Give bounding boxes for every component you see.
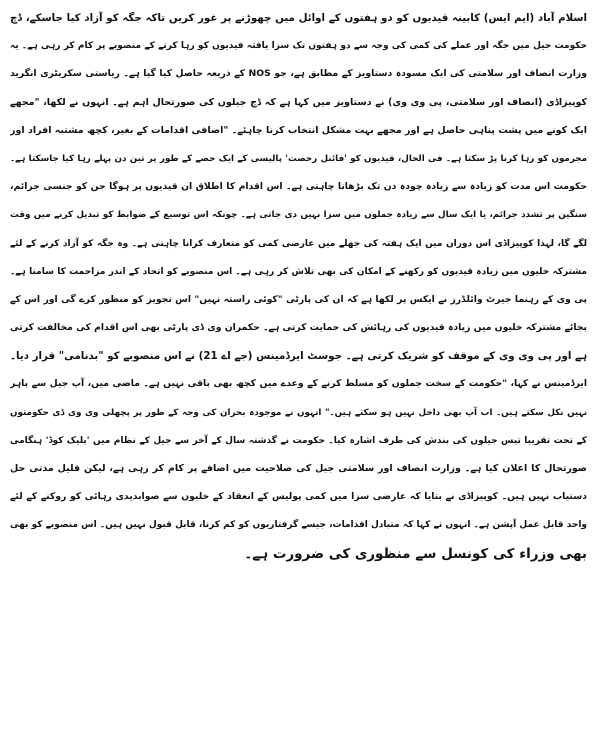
article-line: صورتحال کا اعلان کیا ہے۔ وزارت انصاف اور سلامتی جیل کی صلاحیت میں اضافے پر کام کر رہی ہے، لیکن قلیل مدتی حل [10,463,587,474]
article-line-last: بھی وزراء کی کونسل سے منظوری کی ضرورت ہے۔ [244,545,587,562]
article-line: پی وی کے رہنما جیرٹ وائلڈرز نے ایکس پر لکھا ہے کہ ان کی پارٹی "کوئی راستہ نہیں" اس تجویز کو منظور کرے گی اور اس کے [10,293,587,305]
article-line: لگے گا، لہذا کوپیزاڈی اس دوران میں ایک ہفتہ کی جھلے میں عارضی کمی کو متعارف کرانا چاہتی ہے۔ وہ جگہ کو آزاد کرنے کے لئے [10,238,587,249]
article-line: ایک کونے میں پشت پناہی حاصل ہے اور مجھے بہت مشکل انتخاب کرنا چاہئے۔ "اضافی اقدامات کے بغیر، کچھ مشتبہ افراد اور [10,124,587,136]
article-line: مجرموں کو رہا کرنا پڑ سکتا ہے۔ فی الحال، قیدیوں کو 'فائنل رخصت' پالیسی کے ایک حصے کے طور پر تین دن پہلے رہا کیا جاسکتا ہے۔ [10,153,587,164]
article-line: وزارت انصاف اور سلامتی کی ایک مسودہ دستاویز کے مطابق ہے، جو NOS کے ذریعہ حاصل کیا گیا ہے۔ ریاستی سکریٹری انگرید [10,68,587,80]
article-line: دستیاب نہیں ہیں۔ کوپیزاڈی نے بتایا کہ عارضی سزا میں کمی پولیس کے انعقاد کے خلیوں سے صوابدیدی رہائی کو روکنے کے لئے [10,491,587,503]
article-line: کوپیزاڈی (انصاف اور سلامتی، پی وی وی) نے دستاویز میں کہا ہے کہ ڈچ جیلوں کی صورتحال اہم ہے۔ انہوں نے لکھا، "مجھے [10,96,587,108]
article-line: مشترکہ خلیوں میں زیادہ قیدیوں کو رکھنے کے امکان کی بھی تلاش کر رہی ہے۔ اس منصوبے کو اتحاد کے اندر مزاحمت کا سامنا ہے۔ [10,266,587,277]
article-line: ایرڈمینس نے کہا، "حکومت کے سخت جملوں کو مسلط کرنے کے وعدے میں کچھ بھی باقی نہیں ہے۔ ماضی میں، آپ جیل سے باہر [10,378,587,390]
article-line: حکومت اس مدت کو زیادہ سے زیادہ چودہ دن تک بڑھانا چاہتی ہے۔ اس اقدام کا اطلاق ان قیدیوں پر ہوگا جن کو جنسی جرائم، [10,181,587,193]
article-body [10,4,587,568]
article-line: حکومت جیل میں جگہ اور عملے کی کمی کی وجہ سے دو ہفتوں تک سزا یافتہ قیدیوں کو رہا کرنے کے منصوبے پر کام کر رہی ہے۔ یہ [10,41,587,52]
article-line: سنگین پر تشدد جرائم، یا ایک سال سے زیادہ جملوں میں سزا نہیں دی جاتی ہے۔ چونکہ اس توسیع کے ضوابط کو تبدیل کرنے میں وقت [10,210,587,221]
article-line: ہے اور پی وی وی کے موقف کو شریک کرتی ہے۔ جوسٹ ایرڈمینس (جے اے 21) نے اس منصوبے کو "بدنامی" قرار دیا۔ [10,350,587,363]
article-line: اسلام آباد (ایم ایس) کابینہ قیدیوں کو دو ہفتوں کے اوائل میں چھوڑنے پر غور کریں تاکہ جگہ کو آزاد کیا جاسکے، ڈچ [10,12,587,24]
article-line: نہیں نکل سکتے ہیں۔ اب آپ بھی داخل نہیں ہو سکتے ہیں۔" انہوں نے موجودہ بحران کی وجہ کے طور پر پچھلی وی وی ڈی حکومتوں [10,407,587,418]
article-line: واحد قابل عمل آپشن ہے۔ انہوں نے کہا کہ متبادل اقدامات، جیسے گرفتاریوں کو کم کرنا، قابل قبول نہیں ہیں۔ اس منصوبے کو بھی [10,520,587,531]
article-line: بجائے مشترکہ خلیوں میں زیادہ قیدیوں کی رہائش کی حمایت کرتی ہے۔ حکمران وی ڈی پارٹی بھی اس اقدام کی مخالفت کرتی [10,322,587,334]
article-line: کے تحت تقریبا تیس جیلوں کی بندش کی طرف اشارہ کیا۔ حکومت نے گذشتہ سال کے آخر سے جیل کے نظام میں 'بلیک کوڈ' ہنگامی [10,435,587,446]
